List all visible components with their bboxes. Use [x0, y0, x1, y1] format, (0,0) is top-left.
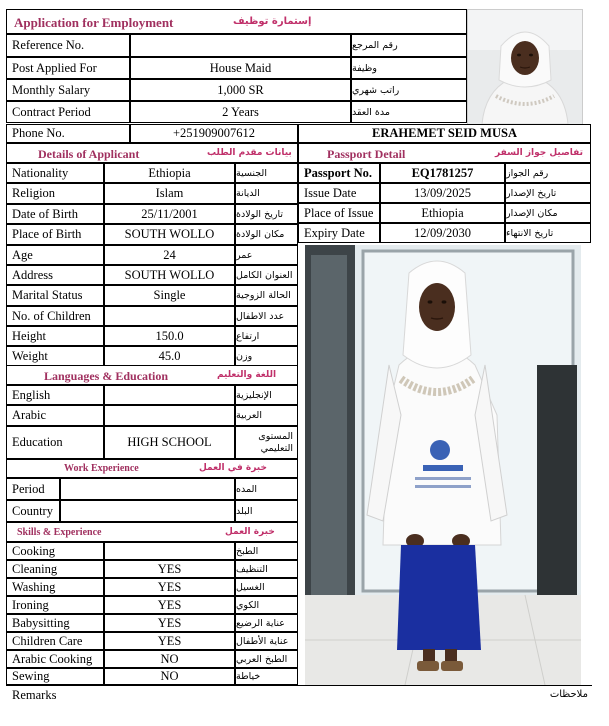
- applicant-section-header: [6, 143, 298, 163]
- work-value: [60, 500, 235, 522]
- applicant-detail-label: Religion: [6, 183, 104, 204]
- applicant-detail-label: Date of Birth: [6, 204, 104, 224]
- passport-label-ar: تاريخ الانتهاء: [505, 223, 591, 243]
- applicant-detail-label: No. of Children: [6, 306, 104, 326]
- passport-label-ar: رقم الجواز: [505, 163, 591, 183]
- top-field-label: Reference No.: [6, 34, 130, 57]
- applicant-detail-label-ar: وزن: [235, 346, 298, 366]
- applicant-name: ERAHEMET SEID MUSA: [298, 124, 591, 143]
- phone-value: +251909007612: [130, 124, 298, 143]
- skill-label-ar: الغسيل: [235, 578, 298, 596]
- skill-label-ar: الطبخ العربي: [235, 650, 298, 668]
- applicant-detail-label-ar: عدد الاطفال: [235, 306, 298, 326]
- passport-section-title-ar: تفاصيل جواز السفر: [495, 148, 584, 158]
- work-value: [60, 478, 235, 500]
- applicant-detail-label-ar: الجنسية: [235, 163, 298, 183]
- skill-label: Ironing: [6, 596, 104, 614]
- work-label-ar: المده: [235, 478, 298, 500]
- applicant-photo-small: [467, 9, 583, 125]
- applicant-detail-label: Place of Birth: [6, 224, 104, 245]
- skills-section-header: [6, 522, 298, 542]
- applicant-detail-label-ar: مكان الولادة: [235, 224, 298, 245]
- applicant-detail-label-ar: ارتفاع: [235, 326, 298, 346]
- top-field-label: Post Applied For: [6, 57, 130, 79]
- top-field-label-ar: رقم المرجع: [351, 34, 467, 57]
- phone-label: Phone No.: [6, 124, 130, 143]
- language-label: Arabic: [6, 405, 104, 426]
- applicant-detail-value: SOUTH WOLLO: [104, 224, 235, 245]
- portrait-image: [468, 10, 582, 124]
- work-label: Period: [6, 478, 60, 500]
- passport-label-ar: تاريخ الإصدار: [505, 183, 591, 203]
- passport-section-header: [298, 143, 591, 163]
- skill-label: Cleaning: [6, 560, 104, 578]
- top-field-label-ar: وظيفة: [351, 57, 467, 79]
- passport-label: Issue Date: [298, 183, 380, 203]
- skill-value: NO: [104, 650, 235, 668]
- passport-value: 13/09/2025: [380, 183, 505, 203]
- remarks-label-ar: ملاحظات: [549, 689, 588, 700]
- applicant-detail-label-ar: عمر: [235, 245, 298, 265]
- work-label: Country: [6, 500, 60, 522]
- skill-label: Sewing: [6, 668, 104, 685]
- skill-label-ar: عناية الأطفال: [235, 632, 298, 650]
- work-section-header: [6, 459, 298, 478]
- skill-label: Babysitting: [6, 614, 104, 632]
- language-label-ar: المستوى التعليمي: [235, 426, 298, 459]
- language-label: Education: [6, 426, 104, 459]
- applicant-detail-value: Ethiopia: [104, 163, 235, 183]
- work-section-title: Work Experience: [64, 463, 139, 474]
- applicant-detail-label-ar: الحالة الزوجية: [235, 285, 298, 306]
- top-field-label: Contract Period: [6, 101, 130, 123]
- passport-label: Passport No.: [298, 163, 380, 183]
- top-field-label: Monthly Salary: [6, 79, 130, 101]
- skills-section-title-ar: خبرة العمل: [225, 527, 275, 537]
- languages-section-title-ar: اللغة والتعليم: [217, 370, 277, 380]
- applicant-detail-value: SOUTH WOLLO: [104, 265, 235, 285]
- top-field-label-ar: مدة العقد: [351, 101, 467, 123]
- skill-label: Arabic Cooking: [6, 650, 104, 668]
- applicant-detail-value: 150.0: [104, 326, 235, 346]
- passport-label: Expiry Date: [298, 223, 380, 243]
- skill-value: YES: [104, 596, 235, 614]
- skill-label: Cooking: [6, 542, 104, 560]
- applicant-detail-value: Single: [104, 285, 235, 306]
- applicant-detail-value: 25/11/2001: [104, 204, 235, 224]
- full-body-image: [305, 245, 581, 685]
- skill-value: NO: [104, 668, 235, 685]
- applicant-photo-full: [305, 245, 581, 685]
- applicant-detail-label: Address: [6, 265, 104, 285]
- skill-label: Washing: [6, 578, 104, 596]
- language-value: [104, 385, 235, 405]
- top-field-value: House Maid: [130, 57, 351, 79]
- language-label-ar: العربية: [235, 405, 298, 426]
- passport-value: 12/09/2030: [380, 223, 505, 243]
- top-field-value: 2 Years: [130, 101, 351, 123]
- passport-label: Place of Issue: [298, 203, 380, 223]
- applicant-detail-label-ar: العنوان الكامل: [235, 265, 298, 285]
- applicant-detail-label: Nationality: [6, 163, 104, 183]
- remarks-label: Remarks: [12, 688, 57, 702]
- applicant-detail-label: Age: [6, 245, 104, 265]
- language-value: HIGH SCHOOL: [104, 426, 235, 459]
- passport-value: Ethiopia: [380, 203, 505, 223]
- skills-section-title: Skills & Experience: [17, 527, 102, 538]
- skill-value: YES: [104, 632, 235, 650]
- remarks-row: [6, 685, 592, 704]
- skill-value: [104, 542, 235, 560]
- form-title-ar: إستمارة توظيف: [233, 16, 312, 27]
- skill-label-ar: الكوي: [235, 596, 298, 614]
- languages-section-header: [6, 365, 298, 385]
- skill-value: YES: [104, 614, 235, 632]
- passport-value: EQ1781257: [380, 163, 505, 183]
- skill-label-ar: التنظيف: [235, 560, 298, 578]
- top-field-label-ar: راتب شهري: [351, 79, 467, 101]
- skill-label-ar: عناية الرضيع: [235, 614, 298, 632]
- skill-value: YES: [104, 560, 235, 578]
- skill-label-ar: الطبخ: [235, 542, 298, 560]
- applicant-detail-value: Islam: [104, 183, 235, 204]
- work-section-title-ar: خبرة في العمل: [199, 463, 267, 473]
- applicant-detail-value: [104, 306, 235, 326]
- languages-section-title: Languages & Education: [44, 369, 169, 383]
- skill-label: Children Care: [6, 632, 104, 650]
- language-label: English: [6, 385, 104, 405]
- form-title: Application for Employment: [14, 15, 174, 30]
- skill-value: YES: [104, 578, 235, 596]
- applicant-section-title-ar: بيانات مقدم الطلب: [207, 148, 292, 158]
- top-field-value: 1,000 SR: [130, 79, 351, 101]
- passport-section-title: Passport Detail: [327, 147, 406, 161]
- work-label-ar: البلد: [235, 500, 298, 522]
- applicant-detail-label: Height: [6, 326, 104, 346]
- applicant-detail-value: 24: [104, 245, 235, 265]
- applicant-detail-label: Marital Status: [6, 285, 104, 306]
- applicant-detail-value: 45.0: [104, 346, 235, 366]
- applicant-detail-label-ar: الديانة: [235, 183, 298, 204]
- skill-label-ar: خياطة: [235, 668, 298, 685]
- applicant-detail-label: Weight: [6, 346, 104, 366]
- header-row: [6, 9, 467, 34]
- language-label-ar: الإنجليزية: [235, 385, 298, 405]
- language-value: [104, 405, 235, 426]
- passport-label-ar: مكان الإصدار: [505, 203, 591, 223]
- applicant-section-title: Details of Applicant: [38, 147, 140, 161]
- top-field-value: [130, 34, 351, 57]
- applicant-detail-label-ar: تاريخ الولادة: [235, 204, 298, 224]
